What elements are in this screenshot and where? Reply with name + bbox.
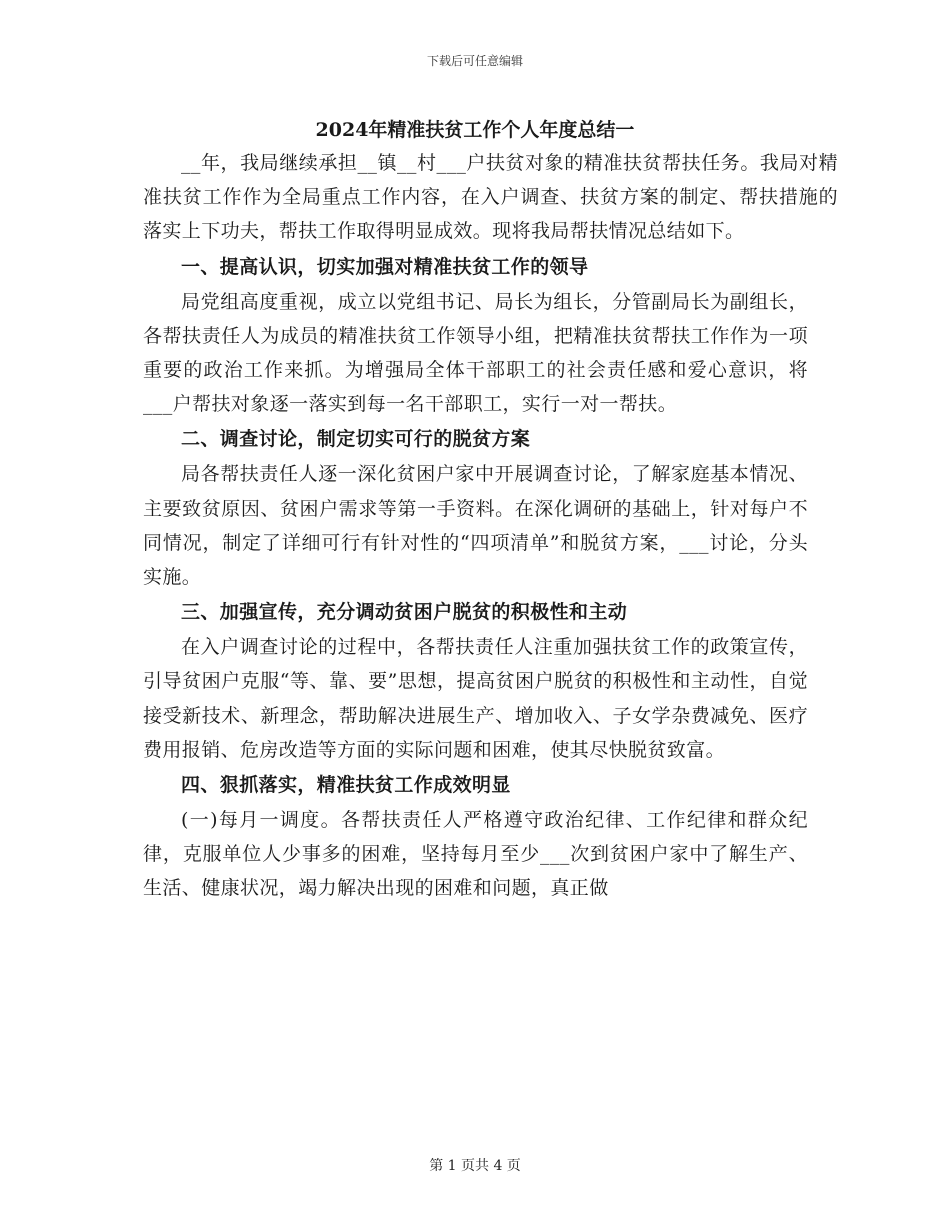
page-number: 第 1 页共 4 页 — [429, 1158, 521, 1174]
section-heading-3: 三、加强宣传，充分调动贫困户脱贫的积极性和主动 — [181, 601, 628, 624]
section-heading-2: 二、调查讨论，制定切实可行的脱贫方案 — [181, 428, 531, 451]
document-title: 2024年精准扶贫工作个人年度总结一 — [315, 119, 635, 141]
section-heading-4: 四、狠抓落实，精准扶贫工作成效明显 — [181, 774, 511, 797]
section-paragraph-1: 局党组高度重视，成立以党组书记、局长为组长，分管副局长为副组长，各帮扶责任人为成员的精准扶贫工作领导小组，把精准扶贫帮扶工作作为一项重要的政治工作来抓。为增强局全体干部职工的社会责任感和爱心意识，将___户帮扶对象逐一落实到每一名干部职工，实行一对一帮扶。 — [143, 290, 808, 416]
section-paragraph-4: (一)每月一调度。各帮扶责任人严格遵守政治纪律、工作纪律和群众纪律，克服单位人少事多的困难，坚持每月至少___次到贫困户家中了解生产、生活、健康状况，竭力解决出现的困难和问题，真正做 — [143, 809, 808, 900]
document-body — [143, 146, 838, 906]
header-note: 下载后可任意编辑 — [426, 54, 523, 68]
intro-paragraph: __年，我局继续承担__镇__村___户扶贫对象的精准扶贫帮扶任务。我局对精准扶贫工作作为全局重点工作内容，在入户调查、扶贫方案的制定、帮扶措施的落实上下功夫，帮扶工作取得明显成效。现将我局帮扶情况总结如下。 — [143, 152, 838, 243]
section-paragraph-3: 在入户调查讨论的过程中，各帮扶责任人注重加强扶贫工作的政策宣传，引导贫困户克服“等、靠、要”思想，提高贫困户脱贫的积极性和主动性，自觉接受新技术、新理念，帮助解决进展生产、增加收入、子女学杂费减免、医疗费用报销、危房改造等方面的实际问题和困难，使其尽快脱贫致富。 — [143, 636, 808, 761]
section-paragraph-2: 局各帮扶责任人逐一深化贫困户家中开展调查讨论，了解家庭基本情况、主要致贫原因、贫困户需求等第一手资料。在深化调研的基础上，针对每户不同情况，制定了详细可行有针对性的“四项清单”和脱贫方案，___讨论，分头实施。 — [143, 463, 808, 589]
section-heading-1: 一、提高认识，切实加强对精准扶贫工作的领导 — [181, 255, 589, 278]
